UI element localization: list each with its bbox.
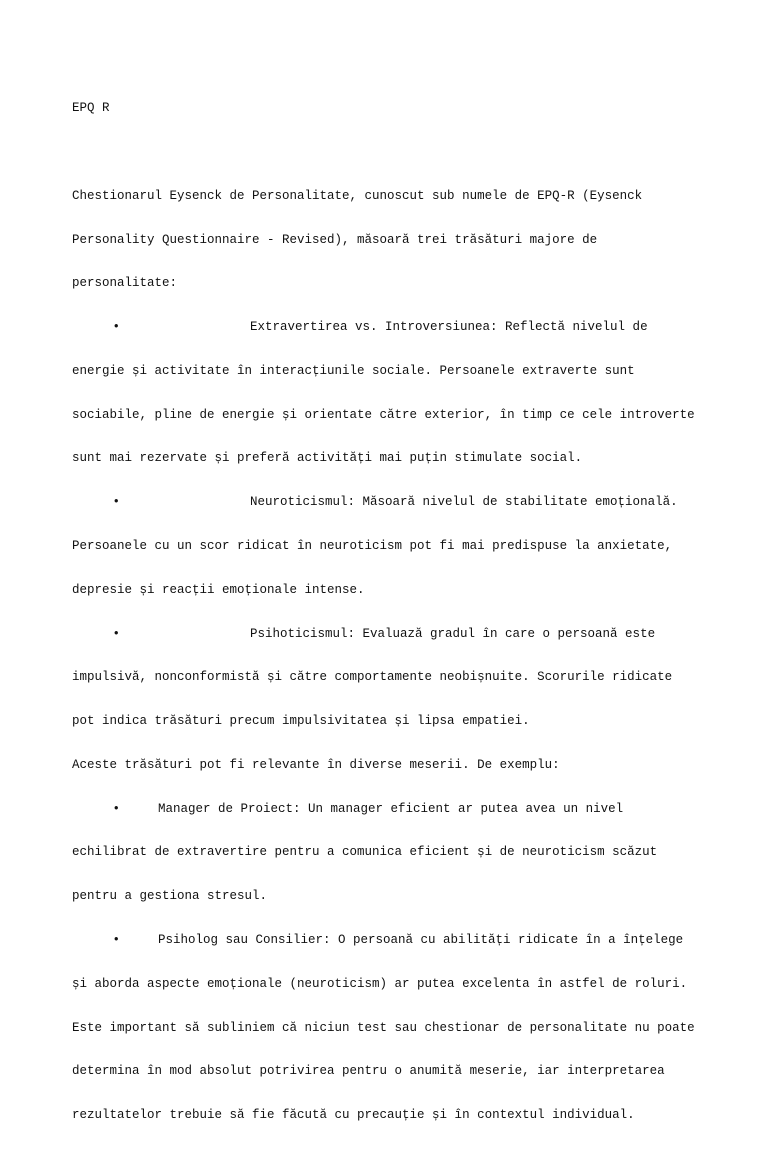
bullet-icon: • [112, 933, 120, 948]
bullet-item-psychoticism [72, 627, 712, 642]
text-line: și aborda aspecte emoționale (neuroticism) ar putea excelenta în astfel de roluri. [72, 976, 688, 991]
text-line: determina în mod absolut potrivirea pentru o anumită meserie, iar interpretarea [72, 1064, 665, 1079]
bullet-item-neuroticism [72, 495, 712, 510]
text-line: pentru a gestiona stresul. [72, 889, 268, 904]
text-line: sociabile, pline de energie și orientate către exterior, în timp ce cele introverte [72, 407, 695, 422]
text-line: depresie și reacții emoționale intense. [72, 582, 365, 597]
bullet-icon: • [112, 320, 120, 335]
text-line: echilibrat de extravertire pentru a comunica eficient și de neuroticism scăzut [72, 845, 658, 860]
bullet-text: Manager de Proiect: Un manager eficient ar putea avea un nivel [158, 801, 624, 816]
bullet-icon: • [112, 801, 120, 816]
text-line: personalitate: [72, 276, 178, 291]
text-line: sunt mai rezervate și preferă activități mai puțin stimulate social. [72, 451, 583, 466]
bullet-item-project-manager [72, 802, 712, 817]
bullet-item-psychologist [72, 933, 712, 948]
text-line: energie și activitate în interacțiunile sociale. Persoanele extraverte sunt [72, 363, 635, 378]
bullet-icon: • [112, 495, 120, 510]
text-line: Persoanele cu un scor ridicat în neuroticism pot fi mai predispuse la anxietate, [72, 539, 673, 553]
bullet-text: Neuroticismul: Măsoară nivelul de stabilitate emoțională. [250, 495, 678, 510]
blank-line [72, 145, 712, 160]
text-line: rezultatelor trebuie să fie făcută cu precauție și în contextul individual. [72, 1108, 635, 1123]
bullet-text: Psihoticismul: Evaluază gradul în care o persoană este [250, 626, 656, 641]
bullet-text: Extravertirea vs. Introversiunea: Reflectă nivelul de [250, 320, 648, 335]
bullet-text: Psiholog sau Consilier: O persoană cu abilități ridicate în a înțelege [158, 933, 684, 948]
document-title: EPQ R [72, 101, 110, 116]
text-line: Aceste trăsături pot fi relevante în diverse meserii. De exemplu: [72, 757, 560, 772]
bullet-item-extraversion [72, 320, 712, 335]
document-body [72, 72, 712, 1152]
text-line: Personality Questionnaire - Revised), măsoară trei trăsături majore de [72, 232, 598, 247]
text-line: pot indica trăsături precum impulsivitatea și lipsa empatiei. [72, 714, 530, 729]
text-line: Este important să subliniem că niciun test sau chestionar de personalitate nu poate [72, 1020, 695, 1035]
text-line: impulsivă, nonconformistă și către comportamente neobișnuite. Scorurile ridicate [72, 670, 673, 685]
text-line: Chestionarul Eysenck de Personalitate, cunoscut sub numele de EPQ-R (Eysenck [72, 188, 643, 203]
bullet-icon: • [112, 626, 120, 641]
